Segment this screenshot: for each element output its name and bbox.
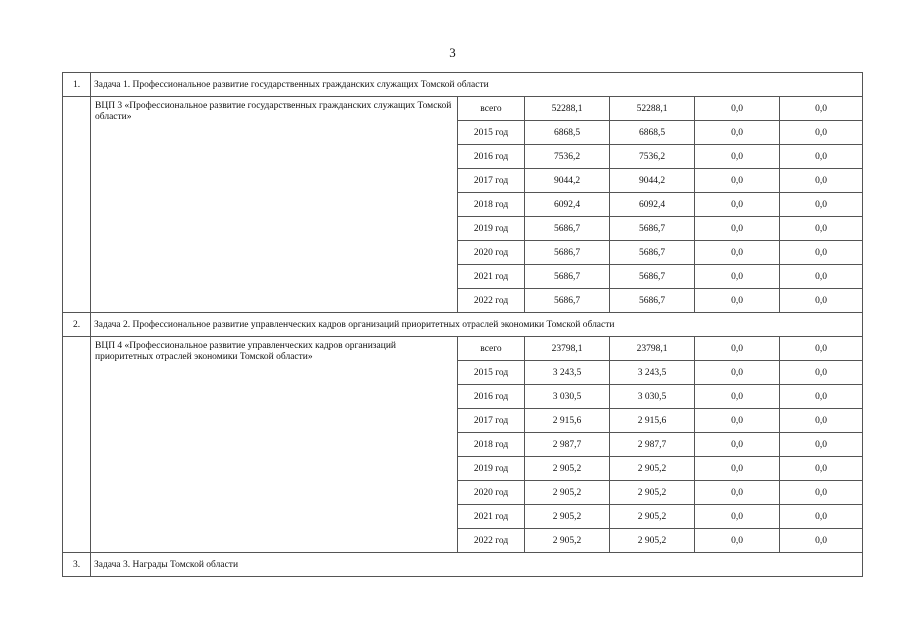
task-row: [63, 73, 863, 97]
total-cell: 2 905,2: [525, 505, 610, 529]
total-cell: 6092,4: [525, 193, 610, 217]
total-cell: 5686,7: [525, 265, 610, 289]
period-cell: 2016 год: [458, 385, 525, 409]
task-number: 1.: [63, 73, 91, 97]
federal-budget-cell: 0,0: [695, 337, 780, 361]
regional-budget-cell: 2 905,2: [610, 481, 695, 505]
other-sources-cell: 0,0: [780, 529, 863, 553]
other-sources-cell: 0,0: [780, 481, 863, 505]
period-cell: всего: [458, 97, 525, 121]
other-sources-cell: 0,0: [780, 97, 863, 121]
period-cell: 2015 год: [458, 361, 525, 385]
task-number: 3.: [63, 553, 91, 577]
regional-budget-cell: 5686,7: [610, 217, 695, 241]
period-cell: 2017 год: [458, 409, 525, 433]
program-name: ВЦП 4 «Профессиональное развитие управленческих кадров организаций приоритетных отраслей экономики Томской области»: [91, 337, 458, 553]
federal-budget-cell: 0,0: [695, 289, 780, 313]
regional-budget-cell: 9044,2: [610, 169, 695, 193]
blank-number-cell: [63, 97, 91, 313]
total-cell: 2 915,6: [525, 409, 610, 433]
blank-number-cell: [63, 337, 91, 553]
table-row: [63, 97, 863, 121]
period-cell: 2021 год: [458, 265, 525, 289]
other-sources-cell: 0,0: [780, 289, 863, 313]
total-cell: 52288,1: [525, 97, 610, 121]
table-row: [63, 337, 863, 361]
period-cell: 2019 год: [458, 457, 525, 481]
budget-table: [62, 72, 863, 577]
federal-budget-cell: 0,0: [695, 409, 780, 433]
federal-budget-cell: 0,0: [695, 97, 780, 121]
other-sources-cell: 0,0: [780, 217, 863, 241]
other-sources-cell: 0,0: [780, 433, 863, 457]
total-cell: 3 030,5: [525, 385, 610, 409]
regional-budget-cell: 2 905,2: [610, 457, 695, 481]
other-sources-cell: 0,0: [780, 409, 863, 433]
period-cell: 2022 год: [458, 289, 525, 313]
federal-budget-cell: 0,0: [695, 529, 780, 553]
period-cell: 2018 год: [458, 433, 525, 457]
regional-budget-cell: 3 030,5: [610, 385, 695, 409]
total-cell: 23798,1: [525, 337, 610, 361]
period-cell: 2020 год: [458, 481, 525, 505]
task-row: [63, 313, 863, 337]
federal-budget-cell: 0,0: [695, 361, 780, 385]
total-cell: 3 243,5: [525, 361, 610, 385]
other-sources-cell: 0,0: [780, 193, 863, 217]
period-cell: 2016 год: [458, 145, 525, 169]
federal-budget-cell: 0,0: [695, 145, 780, 169]
period-cell: 2021 год: [458, 505, 525, 529]
period-cell: 2022 год: [458, 529, 525, 553]
federal-budget-cell: 0,0: [695, 169, 780, 193]
total-cell: 9044,2: [525, 169, 610, 193]
federal-budget-cell: 0,0: [695, 481, 780, 505]
federal-budget-cell: 0,0: [695, 457, 780, 481]
total-cell: 2 905,2: [525, 529, 610, 553]
total-cell: 5686,7: [525, 217, 610, 241]
period-cell: 2019 год: [458, 217, 525, 241]
regional-budget-cell: 52288,1: [610, 97, 695, 121]
federal-budget-cell: 0,0: [695, 505, 780, 529]
federal-budget-cell: 0,0: [695, 385, 780, 409]
period-cell: всего: [458, 337, 525, 361]
other-sources-cell: 0,0: [780, 241, 863, 265]
regional-budget-cell: 7536,2: [610, 145, 695, 169]
regional-budget-cell: 2 905,2: [610, 529, 695, 553]
period-cell: 2018 год: [458, 193, 525, 217]
total-cell: 5686,7: [525, 241, 610, 265]
page-number: 3: [449, 45, 456, 60]
federal-budget-cell: 0,0: [695, 193, 780, 217]
federal-budget-cell: 0,0: [695, 217, 780, 241]
period-cell: 2020 год: [458, 241, 525, 265]
total-cell: 2 905,2: [525, 481, 610, 505]
regional-budget-cell: 2 905,2: [610, 505, 695, 529]
other-sources-cell: 0,0: [780, 457, 863, 481]
other-sources-cell: 0,0: [780, 121, 863, 145]
task-row: [63, 553, 863, 577]
task-title: Задача 2. Профессиональное развитие управленческих кадров организаций приоритетных отраслей экономики Томской области: [91, 313, 863, 337]
regional-budget-cell: 6868,5: [610, 121, 695, 145]
federal-budget-cell: 0,0: [695, 241, 780, 265]
regional-budget-cell: 23798,1: [610, 337, 695, 361]
regional-budget-cell: 5686,7: [610, 265, 695, 289]
regional-budget-cell: 2 987,7: [610, 433, 695, 457]
regional-budget-cell: 2 915,6: [610, 409, 695, 433]
total-cell: 5686,7: [525, 289, 610, 313]
other-sources-cell: 0,0: [780, 265, 863, 289]
total-cell: 7536,2: [525, 145, 610, 169]
other-sources-cell: 0,0: [780, 145, 863, 169]
other-sources-cell: 0,0: [780, 169, 863, 193]
total-cell: 2 905,2: [525, 457, 610, 481]
task-title: Задача 1. Профессиональное развитие государственных гражданских служащих Томской области: [91, 73, 863, 97]
other-sources-cell: 0,0: [780, 361, 863, 385]
federal-budget-cell: 0,0: [695, 433, 780, 457]
regional-budget-cell: 3 243,5: [610, 361, 695, 385]
period-cell: 2017 год: [458, 169, 525, 193]
program-name: ВЦП 3 «Профессиональное развитие государственных гражданских служащих Томской области»: [91, 97, 458, 313]
regional-budget-cell: 5686,7: [610, 241, 695, 265]
federal-budget-cell: 0,0: [695, 265, 780, 289]
other-sources-cell: 0,0: [780, 337, 863, 361]
total-cell: 6868,5: [525, 121, 610, 145]
task-title: Задача 3. Награды Томской области: [91, 553, 863, 577]
total-cell: 2 987,7: [525, 433, 610, 457]
other-sources-cell: 0,0: [780, 505, 863, 529]
regional-budget-cell: 5686,7: [610, 289, 695, 313]
other-sources-cell: 0,0: [780, 385, 863, 409]
task-number: 2.: [63, 313, 91, 337]
period-cell: 2015 год: [458, 121, 525, 145]
federal-budget-cell: 0,0: [695, 121, 780, 145]
regional-budget-cell: 6092,4: [610, 193, 695, 217]
